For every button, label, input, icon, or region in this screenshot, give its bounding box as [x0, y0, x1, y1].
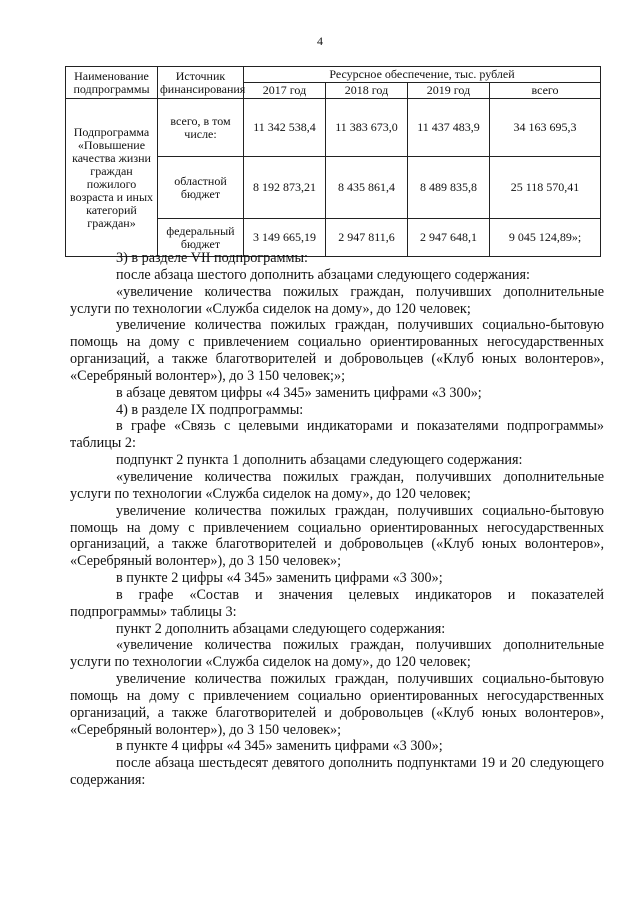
header-total: всего: [490, 83, 601, 99]
source-cell: федеральный бюджет: [158, 219, 244, 257]
header-resources: Ресурсное обеспечение, тыс. рублей: [244, 67, 601, 83]
paragraph: «увеличение количества пожилых граждан, получивших дополнительные услуги по технологии «Служба сиделок на дому», до 120 человек;: [70, 637, 604, 671]
paragraph: «увеличение количества пожилых граждан, получивших дополнительные услуги по технологии «Служба сиделок на дому», до 120 человек;: [70, 283, 604, 317]
paragraph: после абзаца шестьдесят девятого дополнить подпунктами 19 и 20 следующего содержания:: [70, 755, 604, 789]
paragraph: подпункт 2 пункта 1 дополнить абзацами следующего содержания:: [116, 452, 523, 469]
header-year-2019: 2019 год: [408, 83, 490, 99]
header-funding-source: Источник финансирования: [158, 67, 244, 99]
paragraph: увеличение количества пожилых граждан, получивших социально-бытовую помощь на дому с привлечением социально ориентированных негосударственных организаций, а также благотворителей и добровольцев («Клуб юных волонтеров», «Серебряный волонтер»), до 3 150 человек;»;: [70, 317, 604, 384]
table-row: [66, 99, 601, 157]
value-cell: 9 045 124,89»;: [490, 219, 601, 257]
paragraph: в графе «Состав и значения целевых индикаторов и показателей подпрограммы» таблицы 3:: [70, 586, 604, 620]
paragraph: в пункте 2 цифры «4 345» заменить цифрами «3 300»;: [116, 570, 443, 587]
paragraph: в графе «Связь с целевыми индикаторами и показателями подпрограммы» таблицы 2:: [70, 418, 604, 452]
body-text: [70, 250, 604, 789]
value-cell: 11 342 538,4: [244, 99, 326, 157]
header-program-name: Наименование подпрограммы: [66, 67, 158, 99]
value-cell: 11 437 483,9: [408, 99, 490, 157]
source-cell: областной бюджет: [158, 157, 244, 219]
value-cell: 8 489 835,8: [408, 157, 490, 219]
table-header-row: [66, 67, 601, 83]
header-year-2017: 2017 год: [244, 83, 326, 99]
paragraph: «увеличение количества пожилых граждан, получивших дополнительные услуги по технологии «Служба сиделок на дому», до 120 человек;: [70, 468, 604, 502]
paragraph: пункт 2 дополнить абзацами следующего содержания:: [116, 620, 446, 637]
value-cell: 25 118 570,41: [490, 157, 601, 219]
header-year-2018: 2018 год: [326, 83, 408, 99]
paragraph: в пункте 4 цифры «4 345» заменить цифрами «3 300»;: [116, 738, 443, 755]
paragraph: в абзаце девятом цифры «4 345» заменить цифрами «3 300»;: [116, 384, 482, 401]
value-cell: 2 947 811,6: [326, 219, 408, 257]
paragraph: увеличение количества пожилых граждан, получивших социально-бытовую помощь на дому с привлечением социально ориентированных негосударственных организаций, а также благотворителей и добровольцев («Клуб юных волонтеров», «Серебряный волонтер»), до 3 150 человек»;: [70, 502, 604, 570]
value-cell: 8 435 861,4: [326, 157, 408, 219]
paragraph: 3) в разделе VII подпрограммы:: [116, 250, 308, 266]
paragraph: 4) в разделе IX подпрограммы:: [116, 401, 304, 418]
funding-table: [65, 66, 601, 257]
source-cell: всего, в том числе:: [158, 99, 244, 157]
value-cell: 2 947 648,1: [408, 219, 490, 257]
value-cell: 11 383 673,0: [326, 99, 408, 157]
page-number: 4: [317, 34, 323, 48]
value-cell: 34 163 695,3: [490, 99, 601, 157]
paragraph: увеличение количества пожилых граждан, получивших социально-бытовую помощь на дому с привлечением социально ориентированных негосударственных организаций, а также благотворителей и добровольцев («Клуб юных волонтеров», «Серебряный волонтер»), до 3 150 человек»;: [70, 671, 604, 738]
value-cell: 3 149 665,19: [244, 219, 326, 257]
paragraph: после абзаца шестого дополнить абзацами следующего содержания:: [116, 266, 530, 283]
value-cell: 8 192 873,21: [244, 157, 326, 219]
program-name-cell: Подпрограмма «Повышение качества жизни граждан пожилого возраста и иных категорий граждан»: [66, 99, 158, 257]
